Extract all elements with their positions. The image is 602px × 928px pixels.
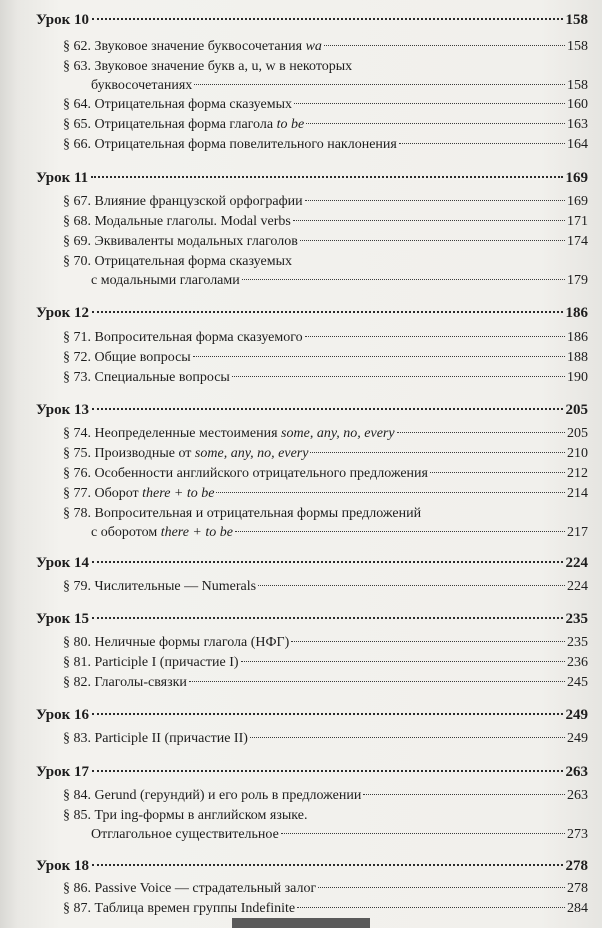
dot-leader <box>193 356 565 357</box>
section-title: буквосочетаниях <box>91 78 193 93</box>
section-page: 210 <box>567 446 588 461</box>
dot-leader <box>194 84 565 85</box>
toc-entry <box>63 232 588 251</box>
section-number: § 75. <box>63 446 91 461</box>
toc-entry <box>63 444 588 463</box>
section-page: 263 <box>567 788 588 803</box>
section-title: с модальными глаголами <box>91 273 240 288</box>
section-title: Влияние французской орфографии <box>94 194 303 209</box>
dot-leader <box>258 585 565 586</box>
section-title: Неличные формы глагола (НФГ) <box>94 635 290 650</box>
section-page: 284 <box>567 901 588 916</box>
section-title: Таблица времен группы Indefinite <box>94 901 296 916</box>
lesson-title: Урок 11 <box>36 170 89 186</box>
lesson-title: Урок 17 <box>36 764 90 780</box>
section-title-italic: wa <box>305 39 322 54</box>
section-number: § 79. <box>63 579 91 594</box>
lesson-heading <box>36 555 588 577</box>
dot-leader <box>216 492 565 493</box>
lesson-heading <box>36 611 588 633</box>
lesson-title: Урок 16 <box>36 707 90 723</box>
section-title-italic: to be <box>276 117 305 132</box>
dot-leader <box>297 907 565 908</box>
section-number: § 72. <box>63 350 91 365</box>
dot-leader <box>300 240 565 241</box>
section-number: § 65. <box>63 117 91 132</box>
section-number: § 62. <box>63 39 91 54</box>
dot-leader <box>363 794 565 795</box>
section-page: 212 <box>567 466 588 481</box>
lesson-heading <box>36 764 588 786</box>
section-title: Отрицательная форма повелительного наклонения <box>94 137 397 152</box>
section-title: Отглагольное существительное <box>91 827 279 842</box>
toc-entry <box>63 424 588 443</box>
section-page: 278 <box>567 881 588 896</box>
lesson-heading <box>36 858 588 880</box>
dot-leader <box>91 176 562 178</box>
toc-entry <box>63 653 588 672</box>
section-page: 186 <box>567 330 588 345</box>
section-page: 188 <box>567 350 588 365</box>
dot-leader <box>250 737 565 738</box>
section-number: § 84. <box>63 788 91 803</box>
toc-entry <box>63 577 588 596</box>
dot-leader <box>306 123 565 124</box>
lesson-title: Урок 12 <box>36 305 90 321</box>
section-page: 235 <box>567 635 588 650</box>
dot-leader <box>430 472 565 473</box>
toc-entry <box>63 95 588 114</box>
section-page: 169 <box>567 194 588 209</box>
section-page: 158 <box>567 39 588 54</box>
lesson-heading <box>36 402 588 424</box>
section-page: 236 <box>567 655 588 670</box>
dot-leader <box>293 220 565 221</box>
section-page: 163 <box>567 117 588 132</box>
section-title: Производные от <box>94 446 195 461</box>
section-number: § 64. <box>63 97 91 112</box>
section-number: § 67. <box>63 194 91 209</box>
section-number: § 81. <box>63 655 91 670</box>
section-number: § 82. <box>63 675 91 690</box>
section-number: § 76. <box>63 466 91 481</box>
dot-leader <box>92 561 562 563</box>
section-title: Отрицательная форма сказуемых <box>94 97 292 112</box>
section-title: Особенности английского отрицательного предложения <box>94 466 428 481</box>
dot-leader <box>92 18 562 20</box>
section-title: Специальные вопросы <box>94 370 230 385</box>
dot-leader <box>294 103 565 104</box>
section-number: § 70. <box>63 254 91 269</box>
dot-leader <box>235 531 565 532</box>
toc-entry <box>63 633 588 652</box>
dot-leader <box>241 661 565 662</box>
section-number: § 77. <box>63 486 91 501</box>
dot-leader <box>92 617 562 619</box>
section-page: 171 <box>567 214 588 229</box>
toc-entry <box>63 464 588 483</box>
section-number: § 63. <box>63 59 91 74</box>
lesson-page: 235 <box>565 611 588 627</box>
dot-leader <box>242 279 565 280</box>
lesson-title: Урок 15 <box>36 611 90 627</box>
toc-entry <box>63 252 588 290</box>
dot-leader <box>397 432 565 433</box>
dot-leader <box>189 681 565 682</box>
lesson-page: 263 <box>565 764 588 780</box>
lesson-page: 249 <box>565 707 588 723</box>
section-number: § 69. <box>63 234 91 249</box>
dot-leader <box>305 336 565 337</box>
section-title: Оборот <box>94 486 143 501</box>
section-page: 174 <box>567 234 588 249</box>
toc-entry <box>63 212 588 231</box>
dot-leader <box>318 887 565 888</box>
section-title: Модальные глаголы. Modal verbs <box>94 214 291 229</box>
toc-entry <box>63 115 588 134</box>
dot-leader <box>232 376 565 377</box>
toc-entry <box>63 484 588 503</box>
section-page: 273 <box>567 827 588 842</box>
lesson-page: 169 <box>565 170 588 186</box>
toc-entry <box>63 348 588 367</box>
lesson-page: 186 <box>565 305 588 321</box>
section-page: 205 <box>567 426 588 441</box>
section-number: § 78. <box>63 506 91 521</box>
toc-entry <box>63 879 588 898</box>
section-number: § 85. <box>63 808 91 823</box>
section-page: 245 <box>567 675 588 690</box>
dot-leader <box>291 641 565 642</box>
toc-entry <box>63 192 588 211</box>
section-title: Gerund (герундий) и его роль в предложении <box>94 788 362 803</box>
section-page: 179 <box>567 273 588 288</box>
lesson-page: 158 <box>565 12 588 28</box>
section-page: 217 <box>567 525 588 540</box>
dot-leader <box>92 311 562 313</box>
section-title-line1: Три ing-формы в английском языке. <box>94 808 308 823</box>
toc-entry <box>63 135 588 154</box>
section-page: 164 <box>567 137 588 152</box>
dot-leader <box>92 770 562 772</box>
section-number: § 83. <box>63 731 91 746</box>
section-title: Participle I (причастие I) <box>94 655 239 670</box>
lesson-page: 205 <box>565 402 588 418</box>
section-page: 249 <box>567 731 588 746</box>
toc-entry <box>63 368 588 387</box>
section-title: Отрицательная форма глагола <box>94 117 277 132</box>
section-title: Passive Voice — страдательный залог <box>94 881 317 896</box>
section-title: Эквиваленты модальных глаголов <box>94 234 298 249</box>
section-page: 158 <box>567 78 588 93</box>
section-title: Вопросительная форма сказуемого <box>94 330 303 345</box>
section-number: § 80. <box>63 635 91 650</box>
dot-leader <box>310 452 565 453</box>
toc-entry <box>63 328 588 347</box>
section-number: § 71. <box>63 330 91 345</box>
section-title-line1: Отрицательная форма сказуемых <box>94 254 292 269</box>
section-title: Participle II (причастие II) <box>94 731 248 746</box>
dot-leader <box>399 143 565 144</box>
section-title: Звуковое значение буквосочетания <box>94 39 306 54</box>
section-page: 160 <box>567 97 588 112</box>
section-title: Неопределенные местоимения <box>94 426 282 441</box>
section-title: Числительные — Numerals <box>94 579 257 594</box>
dot-leader <box>92 713 562 715</box>
lesson-title: Урок 10 <box>36 12 90 28</box>
toc-entry <box>63 729 588 748</box>
section-title: Общие вопросы <box>94 350 191 365</box>
toc-entry <box>63 57 588 95</box>
lesson-heading <box>36 305 588 327</box>
lesson-page: 224 <box>565 555 588 571</box>
toc-entry <box>63 504 588 542</box>
section-title-italic: some, any, no, every <box>194 446 309 461</box>
lesson-heading <box>36 170 588 192</box>
toc-entry <box>63 37 588 56</box>
section-number: § 74. <box>63 426 91 441</box>
dot-leader <box>324 45 565 46</box>
lesson-heading <box>36 707 588 729</box>
dot-leader <box>281 833 565 834</box>
section-number: § 66. <box>63 137 91 152</box>
lesson-page: 278 <box>565 858 588 874</box>
lesson-title: Урок 13 <box>36 402 90 418</box>
section-page: 214 <box>567 486 588 501</box>
toc-entry <box>63 899 588 918</box>
section-page: 224 <box>567 579 588 594</box>
section-number: § 86. <box>63 881 91 896</box>
toc-entry <box>63 806 588 844</box>
section-title-italic: there + to be <box>160 525 233 540</box>
page-bottom-edge <box>232 918 370 928</box>
toc-entry <box>63 673 588 692</box>
toc-entry <box>63 786 588 805</box>
lesson-heading <box>36 12 588 34</box>
section-title-italic: some, any, no, every <box>281 426 395 441</box>
dot-leader <box>92 408 562 410</box>
section-page: 190 <box>567 370 588 385</box>
lesson-title: Урок 14 <box>36 555 90 571</box>
section-title-italic: there + to be <box>142 486 215 501</box>
section-title: Глаголы-связки <box>94 675 187 690</box>
section-title: с оборотом <box>91 525 161 540</box>
dot-leader <box>92 864 562 866</box>
section-title-line1: Звуковое значение букв a, u, w в некоторых <box>94 59 353 74</box>
section-number: § 87. <box>63 901 91 916</box>
dot-leader <box>305 200 565 201</box>
section-number: § 68. <box>63 214 91 229</box>
section-title-line1: Вопросительная и отрицательная формы предложений <box>94 506 422 521</box>
lesson-title: Урок 18 <box>36 858 90 874</box>
section-number: § 73. <box>63 370 91 385</box>
